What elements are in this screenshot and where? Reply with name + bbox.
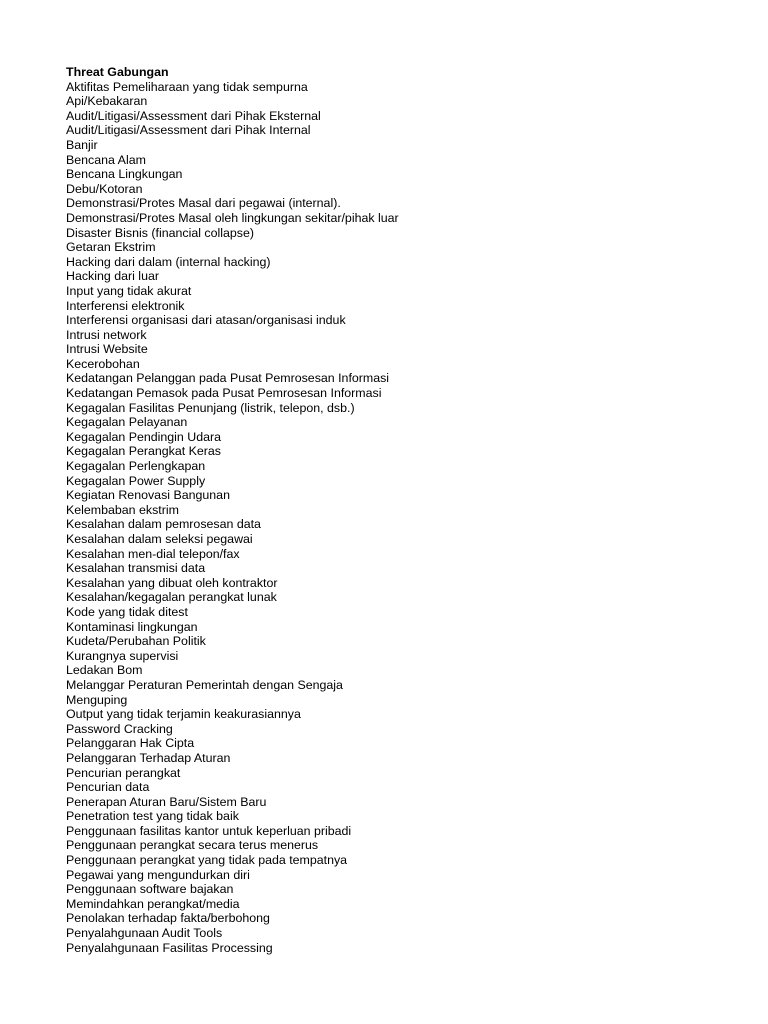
threat-list-item: Kegagalan Fasilitas Penunjang (listrik, telepon, dsb.) xyxy=(66,400,355,415)
threat-list-item: Audit/Litigasi/Assessment dari Pihak Eksternal xyxy=(66,108,321,123)
document-title: Threat Gabungan xyxy=(66,65,169,79)
threat-list-item: Menguping xyxy=(66,692,128,707)
threat-list-item: Kesalahan/kegagalan perangkat lunak xyxy=(66,590,277,605)
threat-list-item: Kegagalan Power Supply xyxy=(66,473,206,488)
threat-list-item: Demonstrasi/Protes Masal oleh lingkungan sekitar/pihak luar xyxy=(66,210,399,225)
threat-list-item: Kelembaban ekstrim xyxy=(66,502,179,517)
threat-list-item: Disaster Bisnis (financial collapse) xyxy=(66,225,254,240)
threat-list-item: Aktifitas Pemeliharaan yang tidak sempurna xyxy=(66,79,308,94)
threat-list-item: Pegawai yang mengundurkan diri xyxy=(66,867,250,882)
threat-list-item: Melanggar Peraturan Pemerintah dengan Sengaja xyxy=(66,677,343,692)
threat-list-item: Kesalahan dalam seleksi pegawai xyxy=(66,532,253,546)
threat-list-item: Kode yang tidak ditest xyxy=(66,604,188,619)
threat-list-item: Pelanggaran Terhadap Aturan xyxy=(66,750,231,765)
threat-list-item: Kesalahan dalam pemrosesan data xyxy=(66,517,261,532)
threat-list-item: Kecerobohan xyxy=(66,356,140,371)
threat-list-item: Kontaminasi lingkungan xyxy=(66,619,198,634)
threat-list-item: Input yang tidak akurat xyxy=(66,283,192,298)
threat-list-item: Kegagalan Perangkat Keras xyxy=(66,444,221,459)
threat-list-item: Output yang tidak terjamin keakurasiannya xyxy=(66,707,301,722)
threat-list-item: Penyalahgunaan Audit Tools xyxy=(66,926,223,941)
threat-list-item: Hacking dari luar xyxy=(66,269,159,284)
threat-list-item: Ledakan Bom xyxy=(66,663,143,678)
document-content xyxy=(66,65,706,955)
threat-list-item: Kesalahan men-dial telepon/fax xyxy=(66,546,240,561)
threat-list-item: Kesalahan transmisi data xyxy=(66,561,206,576)
threat-list xyxy=(66,80,706,956)
threat-list-item: Intrusi network xyxy=(66,327,147,342)
threat-list-item: Pencurian data xyxy=(66,780,150,795)
threat-list-item: Kegagalan Perlengkapan xyxy=(66,459,206,474)
threat-list-item: Penerapan Aturan Baru/Sistem Baru xyxy=(66,794,267,809)
threat-list-item: Pelanggaran Hak Cipta xyxy=(66,736,195,751)
threat-list-item: Penolakan terhadap fakta/berbohong xyxy=(66,911,270,926)
threat-list-item: Api/Kebakaran xyxy=(66,94,148,109)
threat-list-item: Intrusi Website xyxy=(66,342,148,357)
threat-list-item: Kedatangan Pelanggan pada Pusat Pemrosesan Informasi xyxy=(66,371,390,386)
threat-list-item: Penggunaan perangkat yang tidak pada tempatnya xyxy=(66,853,348,868)
threat-list-item: Penggunaan perangkat secara terus menerus xyxy=(66,838,319,853)
threat-list-item: Banjir xyxy=(66,137,98,152)
threat-list-item: Penyalahgunaan Fasilitas Processing xyxy=(66,940,273,955)
threat-list-item: Hacking dari dalam (internal hacking) xyxy=(66,254,271,269)
threat-list-item: Interferensi elektronik xyxy=(66,298,185,313)
threat-list-item: Kesalahan yang dibuat oleh kontraktor xyxy=(66,575,278,590)
threat-list-item: Pencurian perangkat xyxy=(66,765,181,780)
threat-list-item: Penetration test yang tidak baik xyxy=(66,809,239,824)
threat-list-item: Kudeta/Perubahan Politik xyxy=(66,634,206,649)
threat-list-item: Password Cracking xyxy=(66,721,173,736)
threat-list-item: Bencana Lingkungan xyxy=(66,167,183,182)
threat-list-item: Penggunaan fasilitas kantor untuk keperluan pribadi xyxy=(66,823,352,838)
threat-list-item: Kegagalan Pendingin Udara xyxy=(66,429,222,444)
threat-list-item: Penggunaan software bajakan xyxy=(66,882,234,897)
threat-list-item: Interferensi organisasi dari atasan/organisasi induk xyxy=(66,313,346,328)
threat-list-item: Kurangnya supervisi xyxy=(66,648,179,663)
threat-list-item: Kedatangan Pemasok pada Pusat Pemrosesan Informasi xyxy=(66,386,382,401)
threat-list-item: Debu/Kotoran xyxy=(66,181,143,196)
threat-list-item: Getaran Ekstrim xyxy=(66,240,156,255)
threat-list-item: Kegiatan Renovasi Bangunan xyxy=(66,488,230,503)
threat-list-item: Demonstrasi/Protes Masal dari pegawai (internal). xyxy=(66,196,341,211)
threat-list-item: Kegagalan Pelayanan xyxy=(66,415,188,430)
threat-list-item: Bencana Alam xyxy=(66,152,146,167)
threat-list-item: Memindahkan perangkat/media xyxy=(66,896,240,911)
threat-list-item: Audit/Litigasi/Assessment dari Pihak Internal xyxy=(66,123,311,138)
